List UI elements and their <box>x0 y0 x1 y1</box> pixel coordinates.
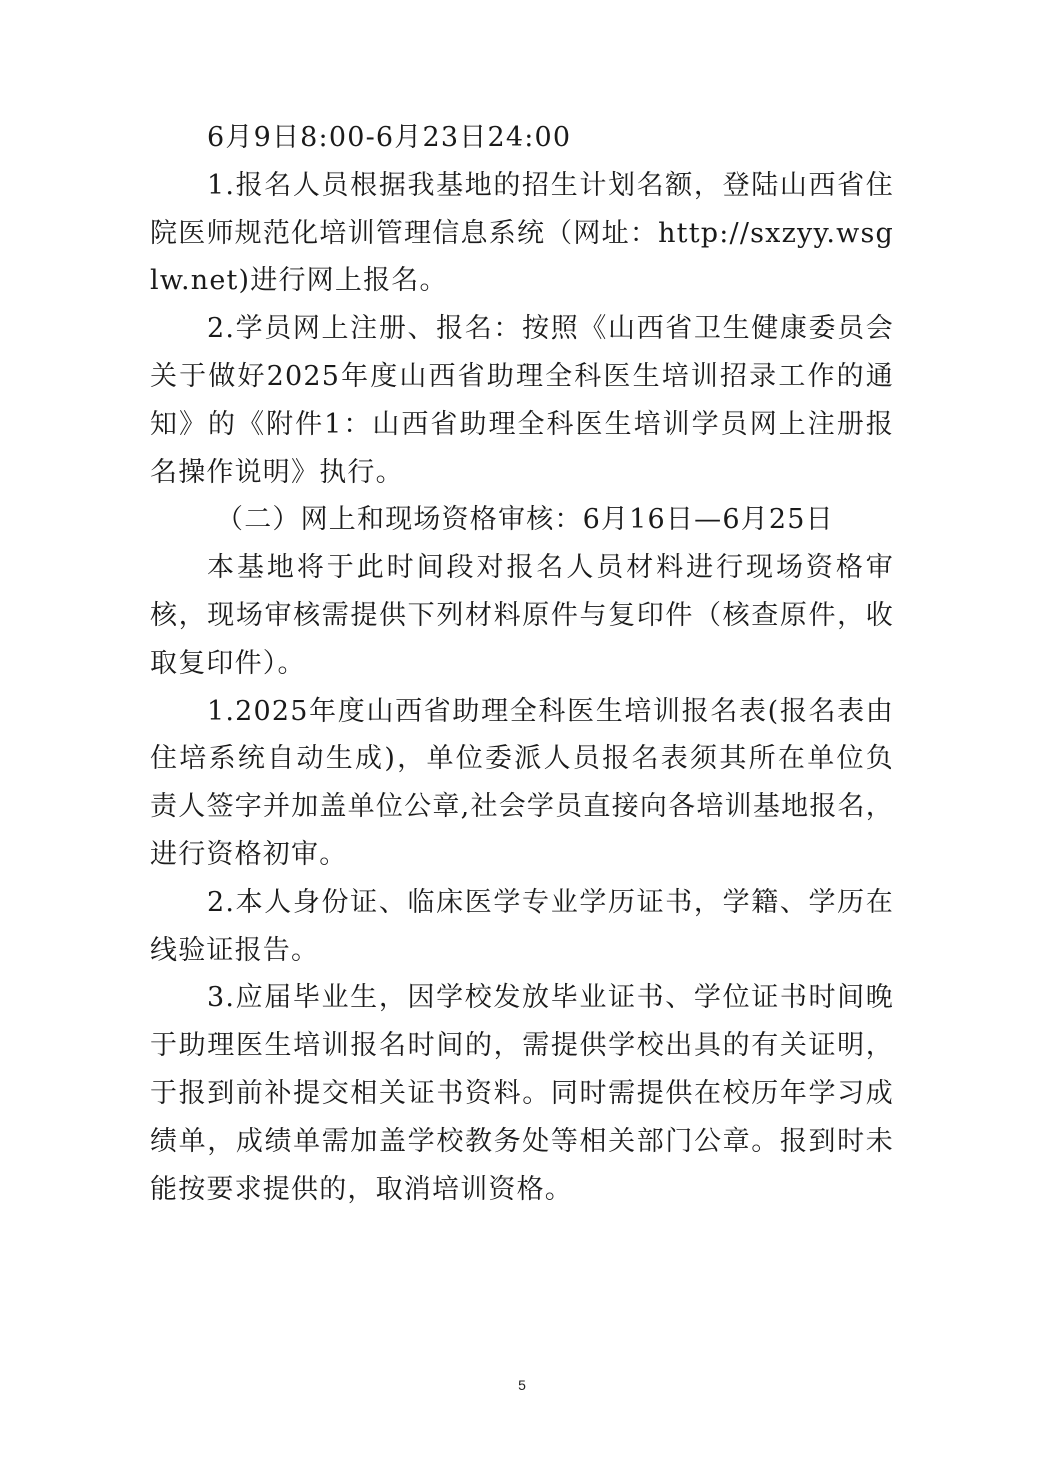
paragraph-registration-instructions: 2.学员网上注册、报名：按照《山西省卫生健康委员会关于做好2025年度山西省助理全科医生培训招录工作的通知》的《附件1：山西省助理全科医生培训学员网上注册报名操作说明》执行。 <box>150 313 894 488</box>
schedule-time-line: 6月9日8:00-6月23日24:00 <box>207 122 572 153</box>
paragraph-review-description: 本基地将于此时间段对报名人员材料进行现场资格审核，现场审核需提供下列材料原件与复印件（核查原件，收取复印件）。 <box>150 552 894 679</box>
section-heading-qualification-review: （二）网上和现场资格审核：6月16日—6月25日 <box>216 504 834 536</box>
document-body <box>150 114 894 1213</box>
paragraph-fresh-graduates: 3.应届毕业生，因学校发放毕业证书、学位证书时间晚于助理医生培训报名时间的，需提供学校出具的有关证明，于报到前补提交相关证书资料。同时需提供在校历年学习成绩单，成绩单需加盖学校教务处等相关部门公章。报到时未能按要求提供的，取消培训资格。 <box>150 982 894 1205</box>
page-number: 5 <box>518 1377 526 1393</box>
paragraph-online-registration-system: 1.报名人员根据我基地的招生计划名额，登陆山西省住院医师规范化培训管理信息系统（网址：http://sxzyy.wsglw.net)进行网上报名。 <box>150 169 894 297</box>
paragraph-id-and-diploma: 2.本人身份证、临床医学专业学历证书，学籍、学历在线验证报告。 <box>150 886 894 966</box>
paragraph-registration-form: 1.2025年度山西省助理全科医生培训报名表(报名表由住培系统自动生成)，单位委派人员报名表须其所在单位负责人签字并加盖单位公章,社会学员直接向各培训基地报名，进行资格初审。 <box>150 695 894 870</box>
